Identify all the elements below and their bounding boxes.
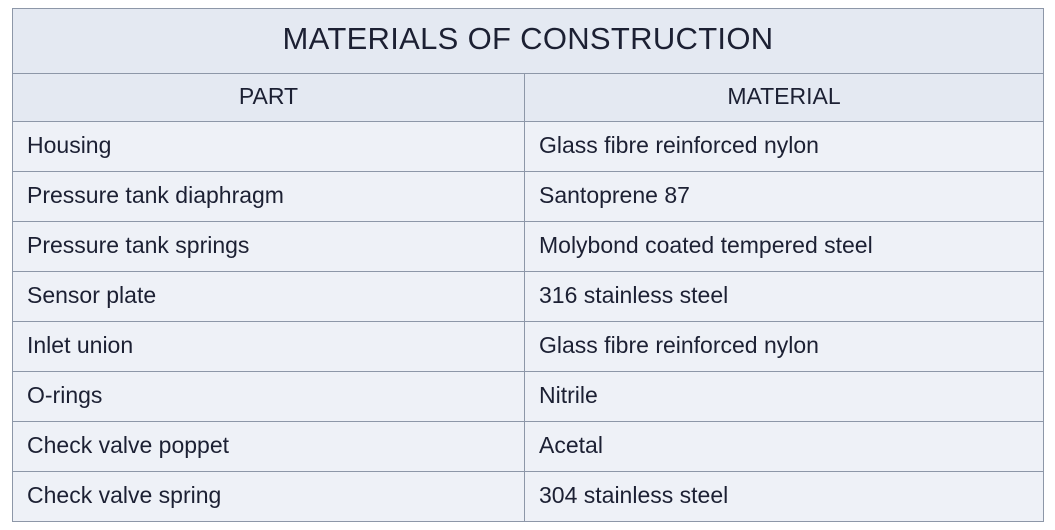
table-row <box>13 422 1044 472</box>
cell-part: Check valve spring <box>13 472 525 522</box>
materials-of-construction-table <box>12 8 1044 522</box>
cell-material: Acetal <box>525 422 1044 472</box>
cell-part: Pressure tank springs <box>13 222 525 272</box>
cell-part: Housing <box>13 122 525 172</box>
cell-part: Inlet union <box>13 322 525 372</box>
table-row <box>13 272 1044 322</box>
cell-part: Check valve poppet <box>13 422 525 472</box>
cell-part: Pressure tank diaphragm <box>13 172 525 222</box>
table-row <box>13 122 1044 172</box>
table-header-row <box>13 74 1044 122</box>
cell-material: 316 stainless steel <box>525 272 1044 322</box>
table-row <box>13 472 1044 522</box>
cell-part: Sensor plate <box>13 272 525 322</box>
column-header-part: PART <box>13 74 525 122</box>
cell-part: O-rings <box>13 372 525 422</box>
table-row <box>13 172 1044 222</box>
cell-material: 304 stainless steel <box>525 472 1044 522</box>
column-header-material: MATERIAL <box>525 74 1044 122</box>
table-row <box>13 222 1044 272</box>
cell-material: Santoprene 87 <box>525 172 1044 222</box>
table-title-row <box>13 9 1044 74</box>
table-row <box>13 372 1044 422</box>
cell-material: Glass fibre reinforced nylon <box>525 322 1044 372</box>
cell-material: Nitrile <box>525 372 1044 422</box>
table-title: MATERIALS OF CONSTRUCTION <box>13 9 1044 74</box>
cell-material: Glass fibre reinforced nylon <box>525 122 1044 172</box>
cell-material: Molybond coated tempered steel <box>525 222 1044 272</box>
table-row <box>13 322 1044 372</box>
